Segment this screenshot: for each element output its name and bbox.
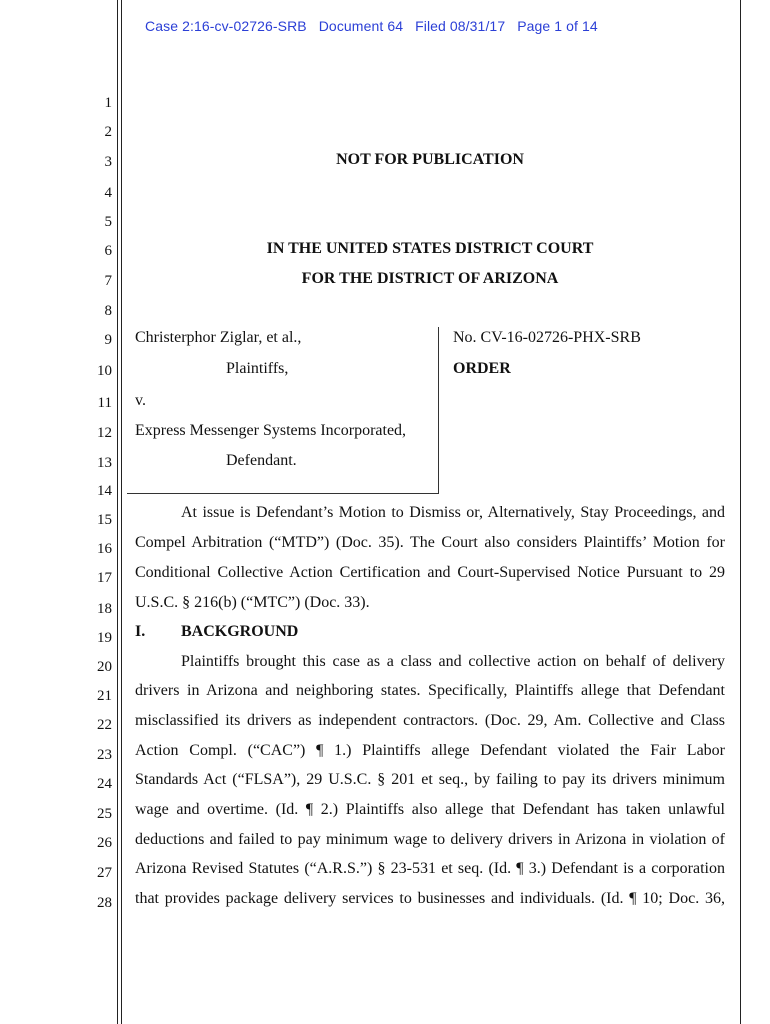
body-text-line: drivers in Arizona and neighboring states. Specifically, Plaintiffs allege that Defendant <box>135 682 725 699</box>
line-number: 24 <box>97 776 112 792</box>
plaintiff-name: Christerphor Ziglar, et al., <box>135 329 302 346</box>
line-number: 21 <box>97 688 112 704</box>
header-filed: Filed 08/31/17 <box>415 18 506 34</box>
line-number: 28 <box>97 895 112 911</box>
pleading-rule-left <box>117 0 118 1024</box>
body-text-line: misclassified its drivers as independent contractors. (Doc. 29, Am. Collective and Class <box>135 712 725 729</box>
line-number: 11 <box>97 395 112 411</box>
body-text-line: Compel Arbitration (“MTD”) (Doc. 35). The Court also considers Plaintiffs’ Motion for <box>135 534 725 551</box>
case-number: No. CV-16-02726-PHX-SRB <box>453 329 641 346</box>
body-text-line: deductions and failed to pay minimum wage to delivery drivers in Arizona in violation of <box>135 831 725 848</box>
line-number: 22 <box>97 717 112 733</box>
caption-bottom-rule <box>127 493 439 494</box>
line-number: 15 <box>97 512 112 528</box>
line-number: 12 <box>97 425 112 441</box>
line-number: 4 <box>104 185 112 201</box>
header-document: Document 64 <box>318 18 404 34</box>
body-text-line: Plaintiffs brought this case as a class and collective action on behalf of delivery <box>181 653 725 670</box>
pleading-rule-left-inner <box>121 0 122 1024</box>
line-number: 6 <box>104 243 112 259</box>
filing-header <box>145 18 598 34</box>
court-name-line2: FOR THE DISTRICT OF ARIZONA <box>301 270 559 287</box>
plaintiff-role: Plaintiffs, <box>226 360 289 377</box>
line-number: 27 <box>97 865 112 881</box>
line-number: 25 <box>97 806 112 822</box>
section-title: BACKGROUND <box>181 623 299 640</box>
line-number: 19 <box>97 630 112 646</box>
line-number: 2 <box>104 124 112 140</box>
line-number: 7 <box>104 273 112 289</box>
court-name-line1: IN THE UNITED STATES DISTRICT COURT <box>266 240 594 257</box>
body-text-line: Conditional Collective Action Certification and Court-Supervised Notice Pursuant to 29 <box>135 564 725 581</box>
defendant-role: Defendant. <box>226 452 297 469</box>
body-text-line: that provides package delivery services to businesses and individuals. (Id. ¶ 10; Doc. 36, <box>135 890 725 907</box>
line-number: 20 <box>97 659 112 675</box>
line-number: 3 <box>104 154 112 170</box>
body-text-line: Arizona Revised Statutes (“A.R.S.”) § 23-531 et seq. (Id. ¶ 3.) Defendant is a corporation <box>135 860 725 877</box>
line-number: 16 <box>97 541 112 557</box>
line-number: 23 <box>97 747 112 763</box>
versus: v. <box>135 392 146 409</box>
body-text-line: wage and overtime. (Id. ¶ 2.) Plaintiffs also allege that Defendant has taken unlawful <box>135 801 725 818</box>
defendant-name: Express Messenger Systems Incorporated, <box>135 422 407 439</box>
line-number: 9 <box>104 332 112 348</box>
body-text-line: U.S.C. § 216(b) (“MTC”) (Doc. 33). <box>135 594 370 611</box>
header-page: Page 1 of 14 <box>517 18 598 34</box>
line-number: 26 <box>97 835 112 851</box>
body-text-line: At issue is Defendant’s Motion to Dismiss or, Alternatively, Stay Proceedings, and <box>181 504 725 521</box>
line-number: 8 <box>104 303 112 319</box>
line-number: 13 <box>97 455 112 471</box>
section-number: I. <box>135 623 146 640</box>
document-type: ORDER <box>453 360 511 377</box>
line-number: 18 <box>97 601 112 617</box>
line-number: 14 <box>97 483 112 499</box>
pleading-rule-right <box>740 0 741 1024</box>
line-number: 5 <box>104 214 112 230</box>
line-number: 17 <box>97 570 112 586</box>
header-case: Case 2:16-cv-02726-SRB <box>145 18 307 34</box>
body-text-line: Standards Act (“FLSA”), 29 U.S.C. § 201 et seq., by failing to pay its drivers minimum <box>135 771 725 788</box>
not-for-publication: NOT FOR PUBLICATION <box>336 151 524 168</box>
caption-divider <box>438 327 439 493</box>
body-text-line: Action Compl. (“CAC”) ¶ 1.) Plaintiffs allege Defendant violated the Fair Labor <box>135 742 725 759</box>
line-number: 10 <box>97 363 112 379</box>
line-number: 1 <box>104 95 112 111</box>
